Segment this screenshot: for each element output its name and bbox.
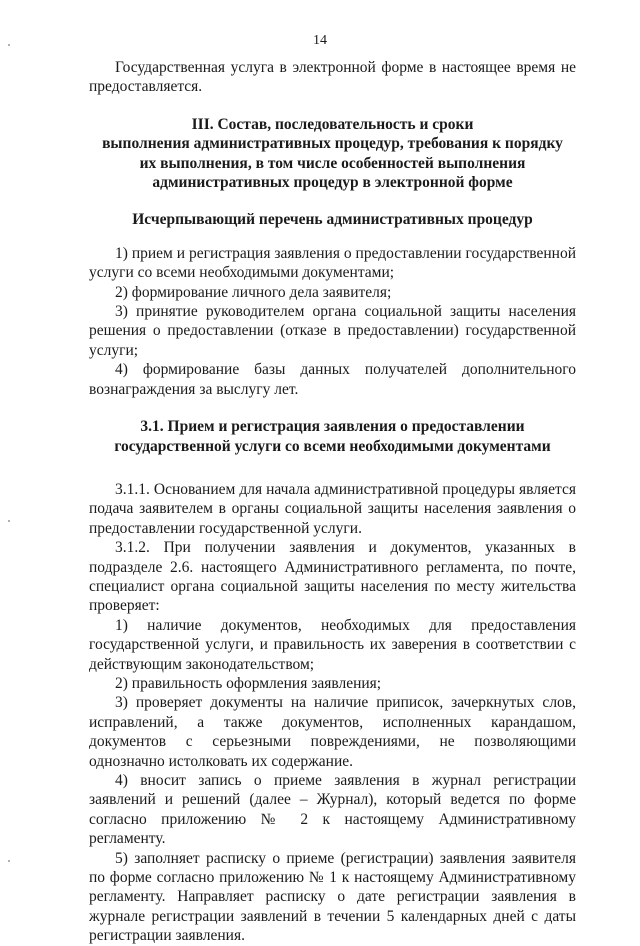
- subsection-body: [89, 480, 576, 946]
- paragraph: 2) правильность оформления заявления;: [115, 674, 382, 692]
- procedures-heading: Исчерпывающий перечень административных процедур: [132, 211, 533, 229]
- paragraph: 1) наличие документов, необходимых для предоставления государственной услуги, и правильность их заверения в соответствии с действующим законодательством;: [89, 616, 576, 673]
- scan-mark: [8, 520, 10, 522]
- procedures-list: [89, 244, 576, 399]
- page-content: [89, 58, 576, 946]
- subsection-heading-line: 3.1. Прием и регистрация заявления о предоставлении: [140, 418, 525, 436]
- scan-mark: [8, 860, 10, 862]
- paragraph: 5) заполняет расписку о приеме (регистрации) заявления заявителя по форме согласно приложению № 1 к настоящему Административному регламенту. Направляет расписку о дате регистрации заявления в журнале регистрации заявлений в течении 5 календарных дней с даты регистрации заявления.: [89, 849, 576, 945]
- list-item: 4) формирование базы данных получателей дополнительного вознаграждения за выслугу лет.: [89, 361, 576, 398]
- list-item: 2) формирование личного дела заявителя;: [115, 283, 392, 301]
- paragraph: 3) проверяет документы на наличие приписок, зачеркнутых слов, исправлений, а также документов, исполненных карандашом, документов с серьезными повреждениями, не позволяющими однозначно истолковать их содержание.: [89, 694, 576, 770]
- page-number: 14: [313, 33, 327, 48]
- list-item: 1) прием и регистрация заявления о предоставлении государственной услуги со всеми необходимыми документами;: [89, 244, 576, 282]
- paragraph: 4) вносит запись о приеме заявления в журнал регистрации заявлений и решений (далее – Журнал), который ведется по форме согласно приложению № 2 к настоящему Административному регламенту.: [89, 772, 576, 848]
- subsection-heading: [89, 417, 576, 456]
- section-heading: [89, 115, 576, 193]
- paragraph: 3.1.2. При получении заявления и документов, указанных в подразделе 2.6. настоящего Административного регламента, по почте, специалист органа социальной защиты населения по месту жительства проверяет:: [89, 539, 576, 615]
- list-item: 3) принятие руководителем органа социальной защиты населения решения о предоставлении (отказе в предоставлении) государственной услуги;: [89, 303, 576, 359]
- subsection-heading-line: государственной услуги со всеми необходимыми документами: [114, 437, 551, 455]
- section-heading-line: их выполнения, в том числе особенностей выполнения: [139, 154, 526, 172]
- section-heading-line: III. Состав, последовательность и сроки: [191, 115, 474, 133]
- section-heading-line: выполнения административных процедур, требования к порядку: [102, 135, 563, 153]
- intro-paragraph: Государственная услуга в электронной форме в настоящее время не предоставляется.: [89, 59, 576, 96]
- paragraph: 3.1.1. Основанием для начала административной процедуры является подача заявителем в органы социальной защиты населения заявления о предоставлении государственной услуги.: [89, 480, 576, 537]
- section-heading-line: административных процедур в электронной форме: [152, 174, 513, 192]
